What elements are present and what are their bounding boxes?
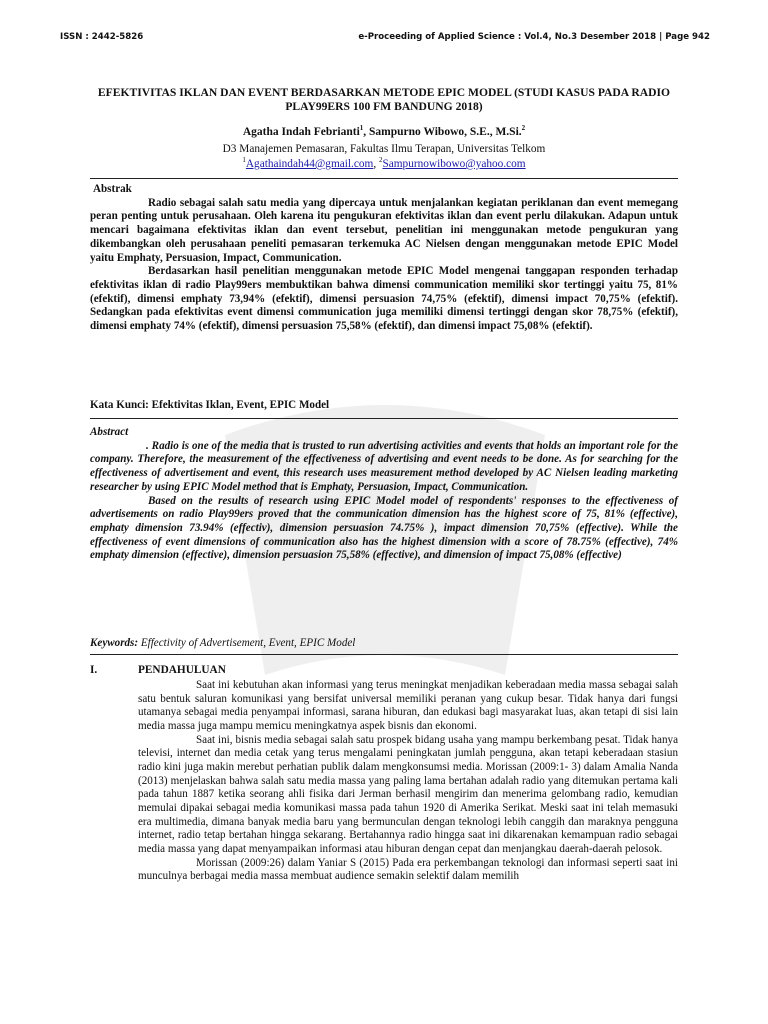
affiliation: D3 Manajemen Pemasaran, Fakultas Ilmu Terapan, Universitas Telkom [222,143,546,155]
abstrak-section [90,183,678,334]
section-body [138,679,678,884]
email-separator: , [373,158,379,170]
author-1: Agatha Indah Febrianti [242,126,360,138]
abstract-en-paragraph-1: . Radio is one of the media that is trusted to run advertising activities and events that holds an important role for the company. Therefore, the measurement of the effectiveness of advertising and event needs to be done. As for searching for the effectiveness of advertisement and event, this research uses measurement method developed by AC Nielsen leading marketing researcher by using EPIC Model method that is Emphaty, Persuasion, Impact, Communication. [90,439,678,493]
body-paragraph-1: Saat ini kebutuhan akan informasi yang terus meningkat menjadikan keberadaan media massa sebagai salah satu bentuk saluran komunikasi yang bersifat universal memiliki peranan yang cukup besar. Tidak hanya dari fungsi utamanya sebagai media penyampai informasi, sarana hiburan, dan edukasi bagi masyarakat luas, akan tetapi di sisi lain media massa juga mampu memicu meningkatnya aspek bisnis dan ekonomi. [138,679,678,732]
keywords-en [90,637,678,651]
issn-header: ISSN : 2442-5826 [60,32,144,42]
author-1-sup: 1 [359,124,364,133]
abstrak-heading: Abstrak [93,183,132,195]
body-paragraph-2: Saat ini, bisnis media sebagai salah satu prospek bidang usaha yang mampu berkembang pesat. Tidak hanya televisi, internet dan media cetak yang terus mengalami peningkatan jumlah pengguna, akan tetapi keberadaan stasiun radio kini juga makin merebut perhatian publik dalam mengkonsumsi media. Morissan (2009:1- 3) dalam Amalia Nanda (2013) menjelaskan bahwa salah satu media massa yang paling lama bertahan adalah radio yang ditemukan pertama kali pada tahun 1887 ketika seorang ahli fisika dari Jerman berhasil mengirim dan menerima gelombang radio, kemudian memulai dipakai sebagai media komunikasi massa pada tahun 1920 di Amerika Serikat. Meski saat ini telah memasuki era multimedia, dimana banyak media baru yang bermunculan dengan teknologi lebih canggih dan maraknya pengguna internet, radio tetap bertahan hingga sekarang. Bertahannya radio hingga saat ini dikarenakan kemampuan radio sebagai media massa yang dapat menyampaikan informasi atau hiburan dengan cepat dan menjangkau daerah-daerah pelosok. [138,733,678,855]
email-1-sup: 1 [242,156,246,165]
kata-kunci: Kata Kunci: Efektivitas Iklan, Event, EPIC Model [90,399,330,411]
paper-title: EFEKTIVITAS IKLAN DAN EVENT BERDASARKAN METODE EPIC MODEL (STUDI KASUS PADA RADIO PLAY99ERS 100 FM BANDUNG 2018) [97,86,671,113]
abstract-en-section [90,426,678,563]
divider-bottom [90,654,678,655]
email-2-sup: 2 [378,156,383,165]
section-title: PENDAHULUAN [138,664,226,676]
authors [88,126,680,138]
abstrak-paragraph-2: Berdasarkan hasil penelitian menggunakan metode EPIC Model mengenai tanggapan responden terhadap efektivitas iklan di radio Play99ers membuktikan bahwa dimensi communication memiliki skor tertinggi yaitu 75, 81% (efektif), dimensi emphaty 73,94% (efektif), dimensi persuasion 74,75% (efektif), dimensi impact 70,75% (efektif). Sedangkan pada efektivitas event dimensi communication juga memiliki dimensi tertinggi dengan skor 78,75% (efektif), dimensi emphaty 74% (efektif), dimensi persuasion 75,58% (efektif), dan dimensi impact 75,08% (efektif). [90,265,678,333]
divider-middle [90,418,678,419]
keywords-en-value: Effectivity of Advertisement, Event, EPIC Model [140,637,356,649]
journal-header: e-Proceeding of Applied Science : Vol.4, No.3 Desember 2018 | Page 942 [358,32,710,42]
author-2: Sampurno Wibowo, S.E., M.Si. [369,126,522,138]
email-2-link[interactable]: Sampurnowibowo@yahoo.com [382,158,526,170]
abstrak-paragraph-1: Radio sebagai salah satu media yang dipercaya untuk menjalankan kegiatan periklanan dan event memegang peran penting untuk perusahaan. Oleh karena itu pengukuran efektivitas iklan dan event perlu dilakukan. Adapun untuk mencari bagaimana efektivitas iklan dan event tersebut, penelitian ini menggunakan metode pengukuran yang dikembangkan oleh perusahaan peneliti pemasaran terkemuka AC Nielsen dengan menggunakan metode EPIC Model yaitu Emphaty, Persuasion, Impact, Communication. [90,196,678,264]
divider-top [90,178,678,179]
keywords-en-label: Keywords: [90,637,139,649]
author-separator: , [363,126,370,138]
author-2-sup: 2 [521,124,526,133]
abstract-en-heading: Abstract [90,426,129,438]
body-paragraph-3: Morissan (2009:26) dalam Yaniar S (2015) Pada era perkembangan teknologi dan informasi seperti saat ini munculnya berbagai media massa membuat audience semakin selektif dalam memilih [138,856,678,883]
section-number: I. [90,664,98,676]
abstract-en-paragraph-2: Based on the results of research using EPIC Model model of respondents' responses to the effectiveness of advertisements on radio Play99ers proved that the communication dimension has the highest score of 75, 81% (effective), emphaty dimension 73.94% (effectiv), dimension persuasion 74.75% ), impact dimension 70,75% (effective). While the effectiveness of event dimensions of communication also has the highest dimension with a score of 78.75% (effective), 74% emphaty dimension (effective), dimension persuasion 75,58% (effective), and dimension of impact 75,08% (effective) [90,494,678,562]
emails [88,157,680,172]
affiliation-block [88,142,680,172]
email-1-link[interactable]: Agathaindah44@gmail.com [245,158,374,170]
